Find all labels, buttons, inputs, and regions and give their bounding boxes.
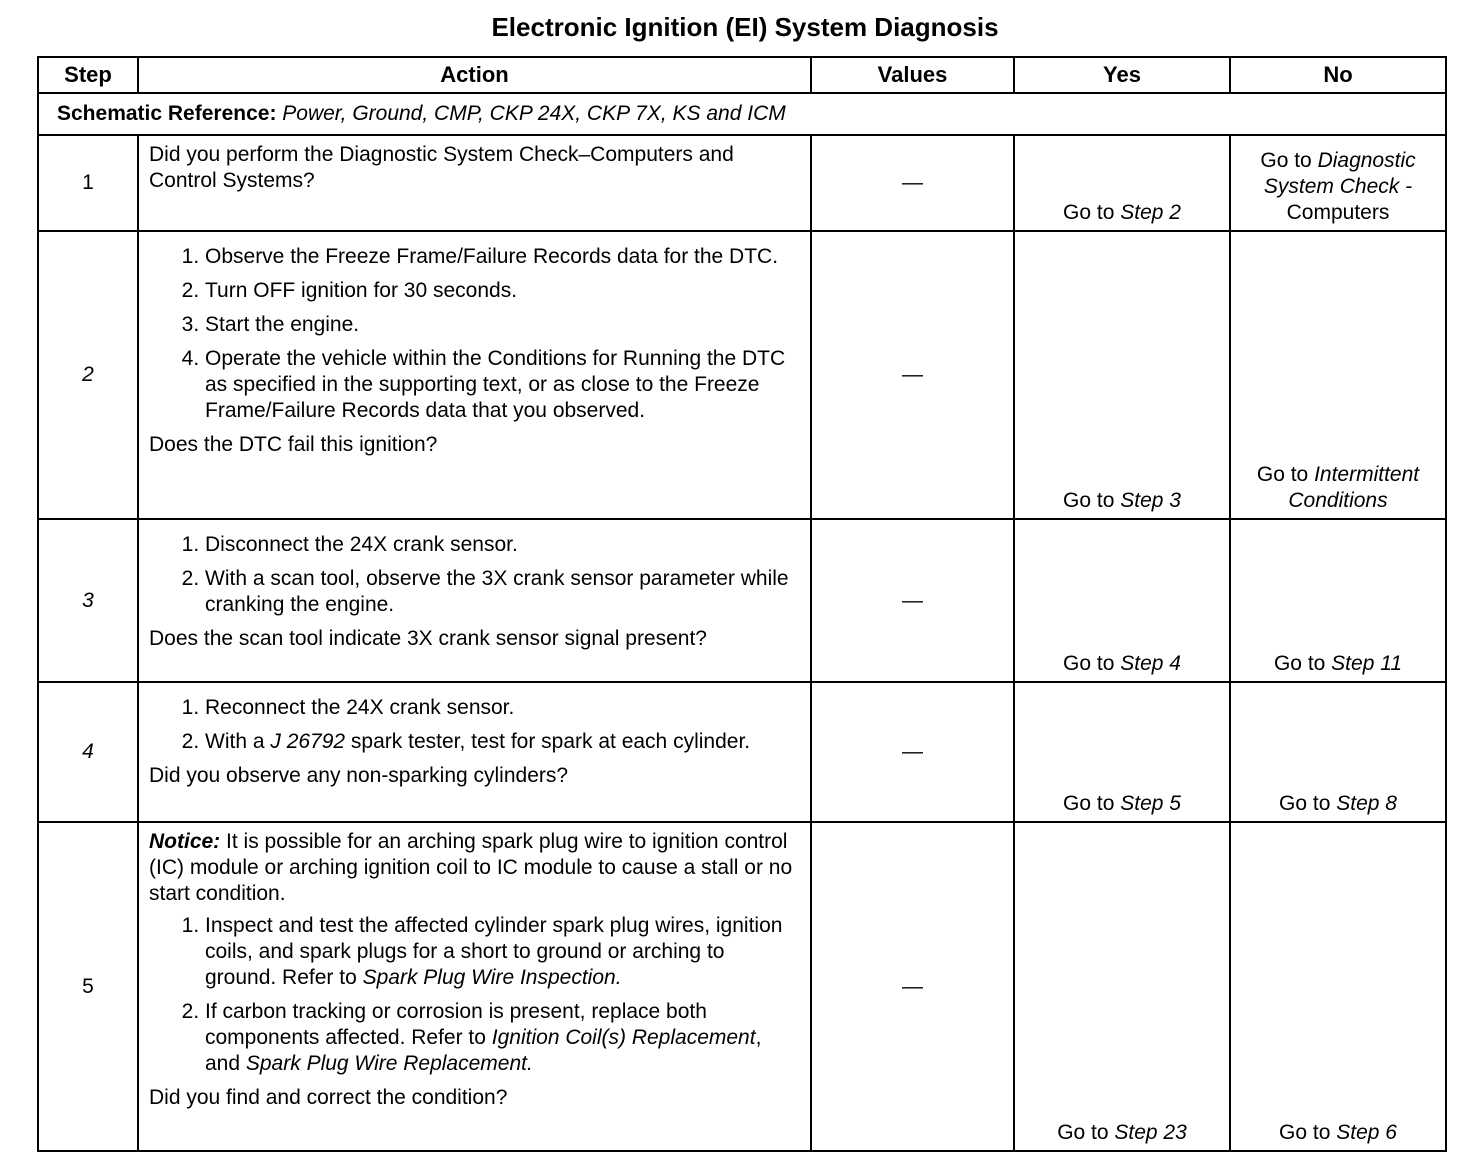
text-run: Inspect and test the affected cylinder spark plug wires, ignition coils, and spark plugs for a short to ground or arching to ground. Refer to: [205, 914, 783, 989]
no-action: [1230, 231, 1446, 519]
text-run: J 26792: [270, 730, 346, 753]
text-run: spark tester, test for spark at each cylinder.: [345, 730, 751, 753]
schematic-reference-row: [38, 93, 1446, 135]
schematic-label: Schematic Reference:: [57, 102, 277, 125]
text-run: Go to: [1063, 489, 1121, 512]
action-steps: [149, 244, 800, 424]
no-action: [1230, 519, 1446, 682]
action-cell: [138, 519, 811, 682]
step-number: 4: [38, 682, 138, 822]
yes-action: [1014, 519, 1230, 682]
text-run: Step 6: [1336, 1121, 1397, 1144]
action-step: [205, 532, 800, 558]
text-run: Intermittent Conditions: [1288, 463, 1420, 512]
text-run: Step 8: [1336, 792, 1397, 815]
step-number: 2: [38, 231, 138, 519]
header-step: Step: [38, 57, 138, 93]
text-run: It is possible for an arching spark plug wire to ignition control (IC) module or arching ignition coil to IC module to cause a stall or no start condition.: [149, 830, 793, 905]
text-run: With a: [205, 730, 271, 753]
text-run: Spark Plug Wire Inspection.: [362, 966, 622, 989]
action-text: [149, 432, 800, 458]
yes-action: [1014, 231, 1230, 519]
yes-action: [1014, 135, 1230, 231]
text-run: If carbon tracking or corrosion is present, replace both components affected. Refer to: [205, 1000, 707, 1049]
action-text: [149, 829, 800, 907]
text-run: Go to: [1279, 1121, 1337, 1144]
text-run: Diagnostic System Check -: [1263, 149, 1416, 198]
text-run: Does the DTC fail this ignition?: [149, 433, 438, 456]
text-run: Go to: [1256, 463, 1315, 486]
text-run: Go to: [1063, 792, 1121, 815]
text-run: Step 2: [1120, 201, 1181, 224]
action-cell: [138, 231, 811, 519]
step-number: 3: [38, 519, 138, 682]
action-steps: [149, 532, 800, 618]
no-action: [1230, 682, 1446, 822]
text-run: Go to: [1279, 792, 1337, 815]
text-run: Computers: [1286, 201, 1390, 224]
text-run: Observe the Freeze Frame/Failure Records data for the DTC.: [205, 245, 779, 268]
text-run: With a scan tool, observe the 3X crank sensor parameter while cranking the engine.: [205, 567, 789, 616]
text-run: Go to: [1063, 201, 1121, 224]
yes-action: [1014, 822, 1230, 1151]
text-run: Go to: [1057, 1121, 1115, 1144]
yes-action: [1014, 682, 1230, 822]
action-step: [205, 729, 800, 755]
values-cell: —: [811, 231, 1014, 519]
text-run: Step 23: [1114, 1121, 1187, 1144]
values-cell: —: [811, 822, 1014, 1151]
text-run: Step 11: [1331, 652, 1403, 675]
action-step: [205, 312, 800, 338]
document-title: Electronic Ignition (EI) System Diagnosis: [491, 12, 999, 42]
text-run: Does the scan tool indicate 3X crank sensor signal present?: [149, 627, 707, 650]
text-run: Go to: [1063, 652, 1121, 675]
action-step: [205, 244, 800, 270]
action-cell: [138, 682, 811, 822]
action-text: [149, 142, 800, 194]
text-run: Go to: [1273, 652, 1332, 675]
action-text: [149, 763, 800, 789]
text-run: Disconnect the 24X crank sensor.: [205, 533, 518, 556]
text-run: Did you perform the Diagnostic System Check–Computers and Control Systems?: [149, 143, 734, 192]
header-no: No: [1230, 57, 1446, 93]
header-row: [38, 57, 1446, 93]
table-row: [38, 135, 1446, 231]
action-step: [205, 695, 800, 721]
text-run: Step 3: [1120, 489, 1181, 512]
schematic-reference: [38, 93, 1446, 135]
values-cell: —: [811, 519, 1014, 682]
text-run: Operate the vehicle within the Conditions for Running the DTC as specified in the supporting text, or as close to the Freeze Frame/Failure Records data that you observed.: [205, 347, 786, 422]
action-text: [149, 1085, 800, 1111]
action-step: [205, 566, 800, 618]
text-run: Spark Plug Wire Replacement.: [245, 1052, 533, 1075]
text-run: Go to: [1260, 149, 1318, 172]
action-step: [205, 278, 800, 304]
action-text: [149, 626, 800, 652]
no-action: [1230, 135, 1446, 231]
table-row: [38, 822, 1446, 1151]
action-step: [205, 346, 800, 424]
diagnosis-table: [37, 56, 1447, 1152]
action-step: [205, 913, 800, 991]
text-run: Notice:: [149, 830, 221, 853]
action-steps: [149, 695, 800, 755]
header-values: Values: [811, 57, 1014, 93]
step-number: 1: [38, 135, 138, 231]
schematic-value: Power, Ground, CMP, CKP 24X, CKP 7X, KS and ICM: [282, 102, 786, 125]
no-action: [1230, 822, 1446, 1151]
text-run: Did you observe any non-sparking cylinders?: [149, 764, 569, 787]
text-run: Did you find and correct the condition?: [149, 1086, 508, 1109]
action-cell: [138, 822, 811, 1151]
values-cell: —: [811, 135, 1014, 231]
table-row: [38, 231, 1446, 519]
text-run: Ignition Coil(s) Replacement: [491, 1026, 756, 1049]
text-run: Turn OFF ignition for 30 seconds.: [205, 279, 518, 302]
text-run: Reconnect the 24X crank sensor.: [205, 696, 515, 719]
header-yes: Yes: [1014, 57, 1230, 93]
step-number: 5: [38, 822, 138, 1151]
text-run: Step 5: [1120, 792, 1181, 815]
text-run: , and: [205, 1026, 762, 1075]
text-run: Start the engine.: [205, 313, 360, 336]
table-row: [38, 519, 1446, 682]
header-action: Action: [138, 57, 811, 93]
action-steps: [149, 913, 800, 1077]
action-cell: [138, 135, 811, 231]
values-cell: —: [811, 682, 1014, 822]
action-step: [205, 999, 800, 1077]
table-row: [38, 682, 1446, 822]
text-run: Step 4: [1120, 652, 1181, 675]
